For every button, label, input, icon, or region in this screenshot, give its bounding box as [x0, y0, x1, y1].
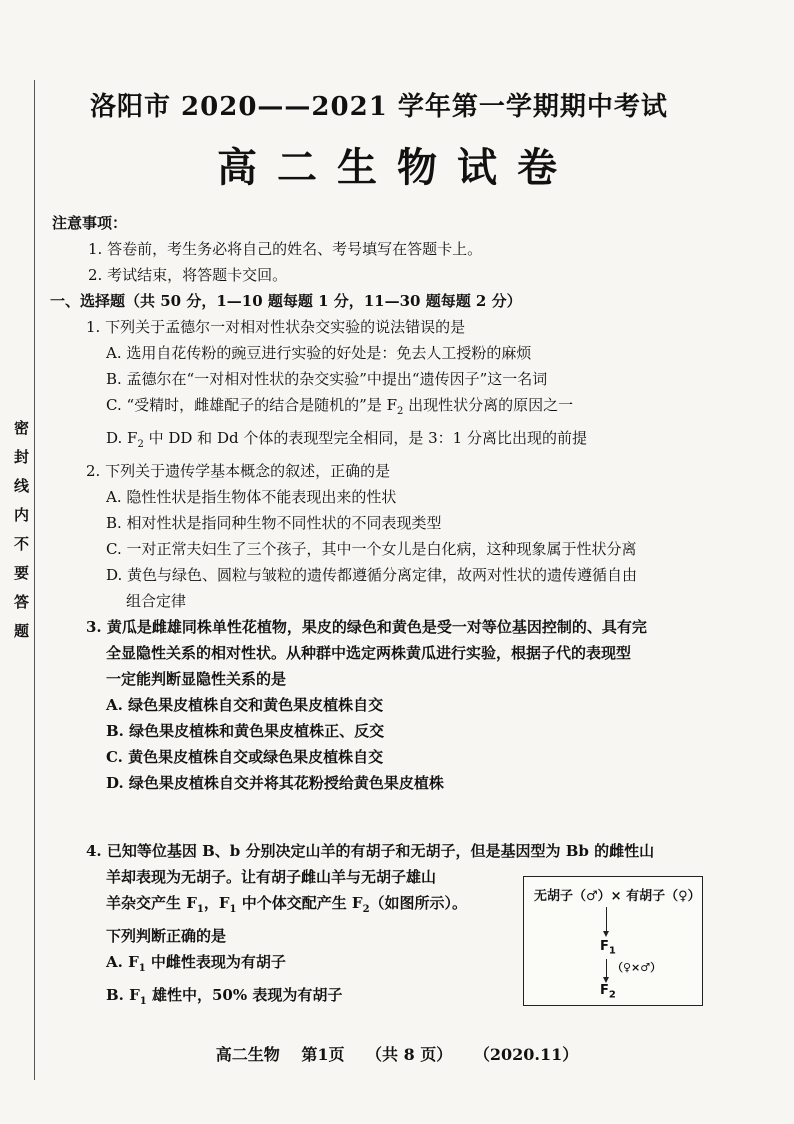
q2-option-a: A. 隐性性状是指生物体不能表现出来的性状 [106, 488, 397, 506]
q3-stem-cont: 全显隐性关系的相对性状。从种群中选定两株黄瓜进行实验，根据子代的表现型 [106, 644, 632, 662]
q4-stem-cont: 下列判断正确的是 [106, 927, 227, 945]
q1-option-a: A. 选用自花传粉的豌豆进行实验的好处是：免去人工授粉的麻烦 [106, 344, 532, 362]
q4-option-b: B. $F_1$ 雄性中，50% 表现为有胡子 [106, 986, 343, 1007]
q1-option-d: D. $F_2$ 中 DD 和 Dd 个体的表现型完全相同，是 3：1 分离比出现的前提 [106, 429, 587, 450]
q3-option-a: A. 绿色果皮植株自交和黄色果皮植株自交 [106, 696, 384, 714]
q2-option-b: B. 相对性状是指同种生物不同性状的不同表现类型 [106, 514, 442, 532]
q4-option-a: A. $F_1$ 中雌性表现为有胡子 [106, 953, 286, 974]
q4-stem-cont: 羊却表现为无胡子。让有胡子雌山羊与无胡子雄山 [106, 868, 437, 886]
section-heading: 一、选择题（共 50 分，1—10 题每题 1 分，11—30 题每题 2 分） [50, 292, 522, 310]
q4-stem-cont: 羊杂交产生 $F_1$，$F_1$ 中个体交配产生 $F_2$（如图所示）。 [106, 894, 468, 915]
note-item: 2. 考试结束，将答题卡交回。 [88, 266, 288, 284]
q4-stem: 4. 已知等位基因 B、b 分别决定山羊的有胡子和无胡子，但是基因型为 Bb 的雌性山 [86, 842, 655, 860]
footer-subject: 高二生物 [215, 1045, 280, 1064]
q3-option-b: B. 绿色果皮植株和黄色果皮植株正、反交 [106, 722, 385, 740]
q1-option-c: C. “受精时，雌雄配子的结合是随机的”是 $F_2$ 出现性状分离的原因之一 [106, 396, 574, 417]
footer-total: （共 8 页） [366, 1045, 453, 1064]
arrow-head-icon [603, 931, 609, 937]
notes-title: 注意事项： [52, 214, 128, 232]
arrow-line [606, 907, 607, 933]
q1-option-b: B. 孟德尔在“一对相对性状的杂交实验”中提出“遗传因子”这一名词 [106, 370, 548, 388]
q2-option-c: C. 一对正常夫妇生了三个孩子，其中一个女儿是白化病，这种现象属于性状分离 [106, 540, 637, 558]
exam-body [50, 210, 730, 796]
cross-label: 无胡子（♂）× 有胡子（♀） [534, 889, 701, 904]
exam-title: 洛阳市 2020——2021 学年第一学期期中考试 [90, 92, 668, 122]
cross-diagram [523, 876, 703, 1006]
q2-option-d-cont: 组合定律 [126, 592, 187, 610]
q3-option-d: D. 绿色果皮植株自交并将其花粉授给黄色果皮植株 [106, 774, 444, 792]
f1-label: $F_1$ [600, 939, 616, 957]
binding-margin-line [34, 80, 35, 1080]
q3-stem: 3. 黄瓜是雌雄同株单性花植物，果皮的绿色和黄色是受一对等位基因控制的、具有完 [86, 618, 647, 636]
seal-margin-text: 密封线内不要答题 [12, 420, 30, 652]
f2-label: $F_2$ [600, 983, 616, 1001]
arrow-line [606, 959, 607, 979]
subject-title: 高二生物试卷 [217, 145, 577, 191]
footer-page: 第1页 [301, 1045, 345, 1064]
note-item: 1. 答卷前，考生务必将自己的姓名、考号填写在答题卡上。 [88, 240, 483, 258]
q2-stem: 2. 下列关于遗传学基本概念的叙述，正确的是 [86, 462, 391, 480]
selfing-label: （♀×♂） [612, 961, 662, 974]
footer-date: （2020.11） [473, 1045, 579, 1064]
q2-option-d: D. 黄色与绿色、圆粒与皱粒的遗传都遵循分离定律，故两对性状的遗传遵循自由 [106, 566, 638, 584]
page-footer [0, 1042, 794, 1065]
q3-stem-cont: 一定能判断显隐性关系的是 [106, 670, 287, 688]
q3-option-c: C. 黄色果皮植株自交或绿色果皮植株自交 [106, 748, 384, 766]
q1-stem: 1. 下列关于孟德尔一对相对性状杂交实验的说法错误的是 [86, 318, 466, 336]
